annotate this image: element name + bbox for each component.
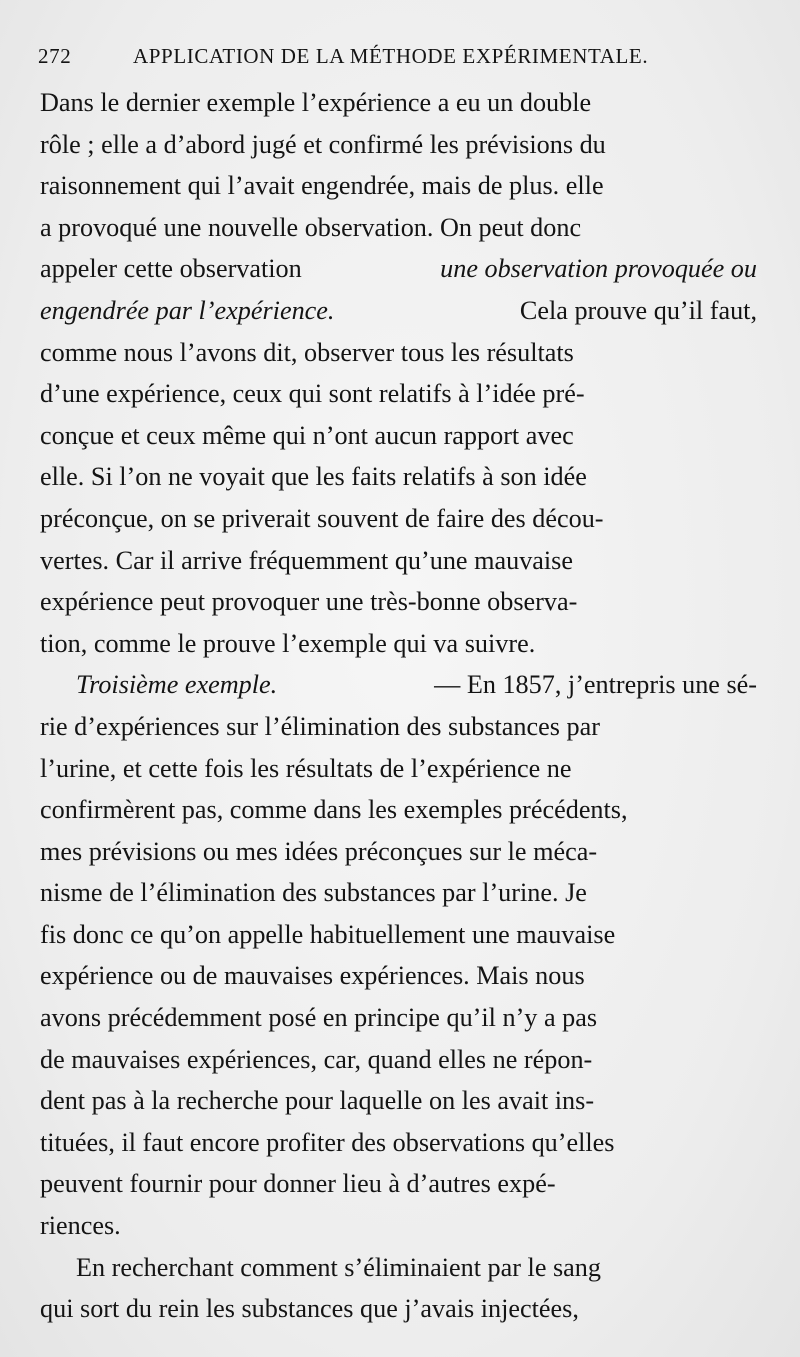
text-line: expérience peut provoquer une très-bonne observa- [40,587,578,617]
italic-phrase: engendrée par l’expérience. [40,295,335,325]
text-line: vertes. Car il arrive fréquemment qu’une mauvaise [40,545,573,575]
text-line: qui sort du rein les substances que j’avais injectées, [40,1294,579,1324]
text-line: elle. Si l’on ne voyait que les faits relatifs à son idée [40,462,587,492]
text-line: préconçue, on se priverait souvent de faire des décou- [40,503,604,533]
section-heading: Troisième exemple. [76,670,278,700]
running-title: APPLICATION DE LA MÉTHODE EXPÉRIMENTALE. [133,44,649,68]
text-line: d’une expérience, ceux qui sont relatifs à l’idée pré- [40,379,585,409]
text-line: rie d’expériences sur l’élimination des substances par [40,711,600,741]
text-line: conçue et ceux même qui n’ont aucun rapport avec [40,420,574,450]
text-line: de mauvaises expériences, car, quand elles ne répon- [40,1044,593,1074]
page-number: 272 [38,44,72,68]
text-line: avons précédemment posé en principe qu’il n’y a pas [40,1003,598,1033]
text-line: En recherchant comment s’éliminaient par le sang [76,1252,601,1282]
text-line: fis donc ce qu’on appelle habituellement une mauvaise [40,919,616,949]
text-line: dent pas à la recherche pour laquelle on les avait ins- [40,1086,595,1116]
text-line: mes prévisions ou mes idées préconçues sur le méca- [40,836,598,866]
text-line: engendrée par l’expérience. Cela prouve qu’il faut, [40,290,757,332]
text-line: a provoqué une nouvelle observation. On peut donc [40,212,582,242]
text-line: appeler cette observation une observation provoquée ou [40,248,757,290]
text-line: nisme de l’élimination des substances par l’urine. Je [40,878,587,908]
page-header [38,44,760,74]
text-line: riences. [40,1211,121,1241]
italic-phrase: une observation provoquée ou [440,254,757,284]
text-line: confirmèrent pas, comme dans les exemples précédents, [40,795,628,825]
text-line: Troisième exemple. — En 1857, j’entrepris une sé- [40,664,757,706]
text-line: Dans le dernier exemple l’expérience a eu un double [40,88,592,117]
text-line: l’urine, et cette fois les résultats de l’expérience ne [40,753,572,783]
text-line: tituées, il faut encore profiter des observations qu’elles [40,1127,615,1157]
text-line: rôle ; elle a d’abord jugé et confirmé les prévisions du [40,129,606,159]
text-line: expérience ou de mauvaises expériences. Mais nous [40,961,585,991]
body-text [40,82,757,1330]
text-line: raisonnement qui l’avait engendrée, mais de plus. elle [40,171,604,201]
text-line: peuvent fournir pour donner lieu à d’autres expé- [40,1169,556,1199]
text-line: comme nous l’avons dit, observer tous les résultats [40,337,574,367]
text-line: tion, comme le prouve l’exemple qui va suivre. [40,628,536,658]
